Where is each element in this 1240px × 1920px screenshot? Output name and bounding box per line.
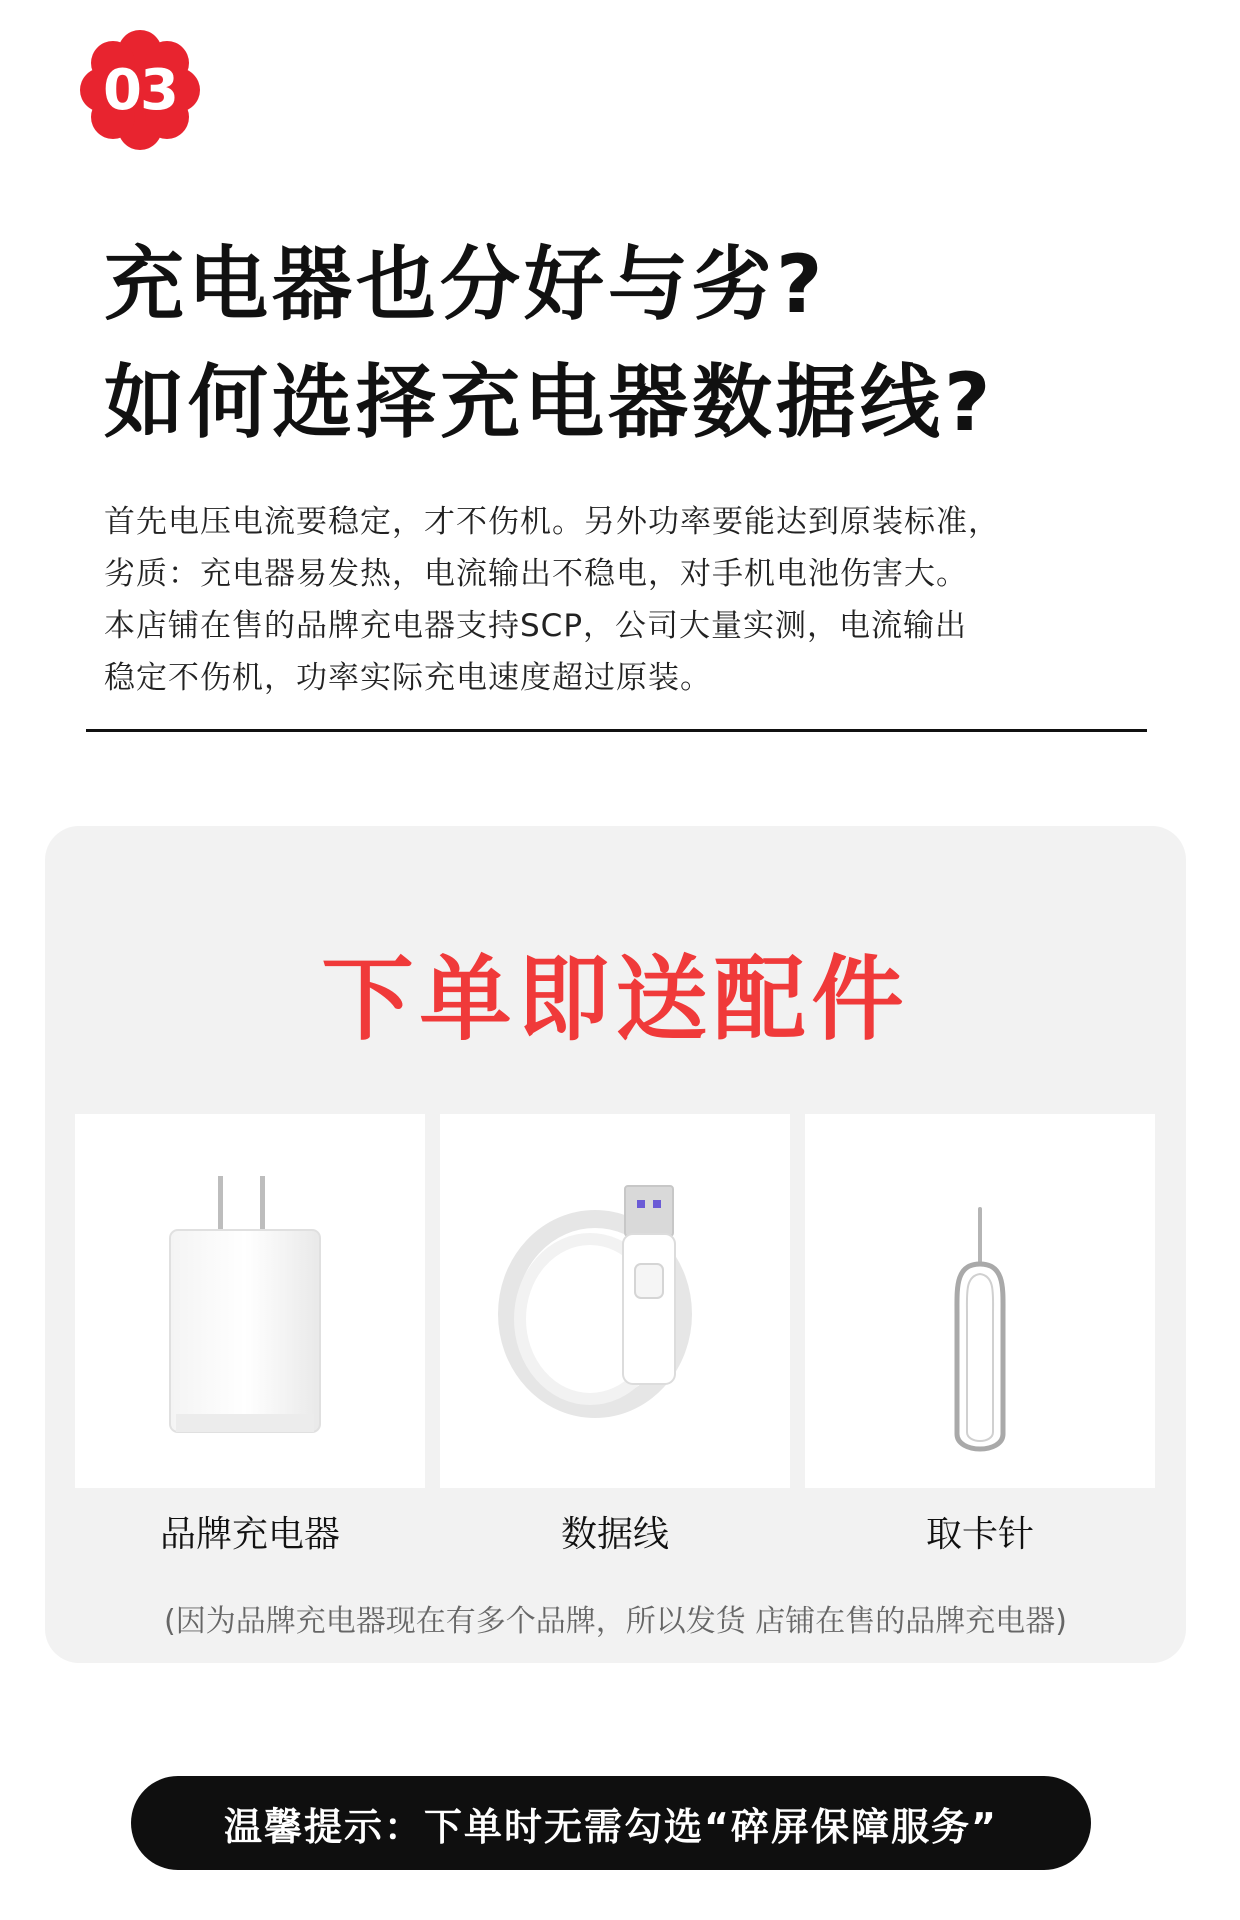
gift-card-charger (75, 1114, 425, 1488)
reminder-text: 温馨提示：下单时无需勾选“碎屏保障服务” (224, 1804, 998, 1849)
description-paragraph (104, 496, 1000, 704)
usb-cable-image (440, 1114, 790, 1488)
headline (104, 226, 994, 462)
sim-eject-pin-image (805, 1114, 1155, 1488)
description-line: 稳定不伤机，功率实际充电速度超过原装。 (104, 660, 712, 696)
gift-card-sim-pin (805, 1114, 1155, 1488)
headline-line-1: 充电器也分好与劣? (104, 238, 827, 331)
gift-label-charger: 品牌充电器 (159, 1514, 340, 1555)
description-line: 本店铺在售的品牌充电器支持SCP，公司大量实测，电流输出 (104, 608, 968, 644)
badge-number: 03 (103, 57, 177, 123)
section-divider (86, 729, 1147, 732)
gift-panel (45, 826, 1186, 1663)
description-line: 劣质：充电器易发热，电流输出不稳电，对手机电池伤害大。 (104, 556, 968, 592)
charger-adapter-image (75, 1114, 425, 1488)
reminder-banner (131, 1776, 1091, 1870)
gift-card-cable (440, 1114, 790, 1488)
section-number-badge (78, 28, 202, 152)
description-line: 首先电压电流要稳定，才不伤机。另外功率要能达到原装标准， (104, 504, 1000, 540)
gift-label-sim-pin: 取卡针 (925, 1514, 1034, 1555)
headline-line-2: 如何选择充电器数据线? (104, 356, 995, 449)
gift-panel-title: 下单即送配件 (321, 946, 910, 1053)
gift-label-cable: 数据线 (560, 1514, 669, 1555)
gift-panel-note: (因为品牌充电器现在有多个品牌，所以发货 店铺在售的品牌充电器) (164, 1604, 1067, 1639)
